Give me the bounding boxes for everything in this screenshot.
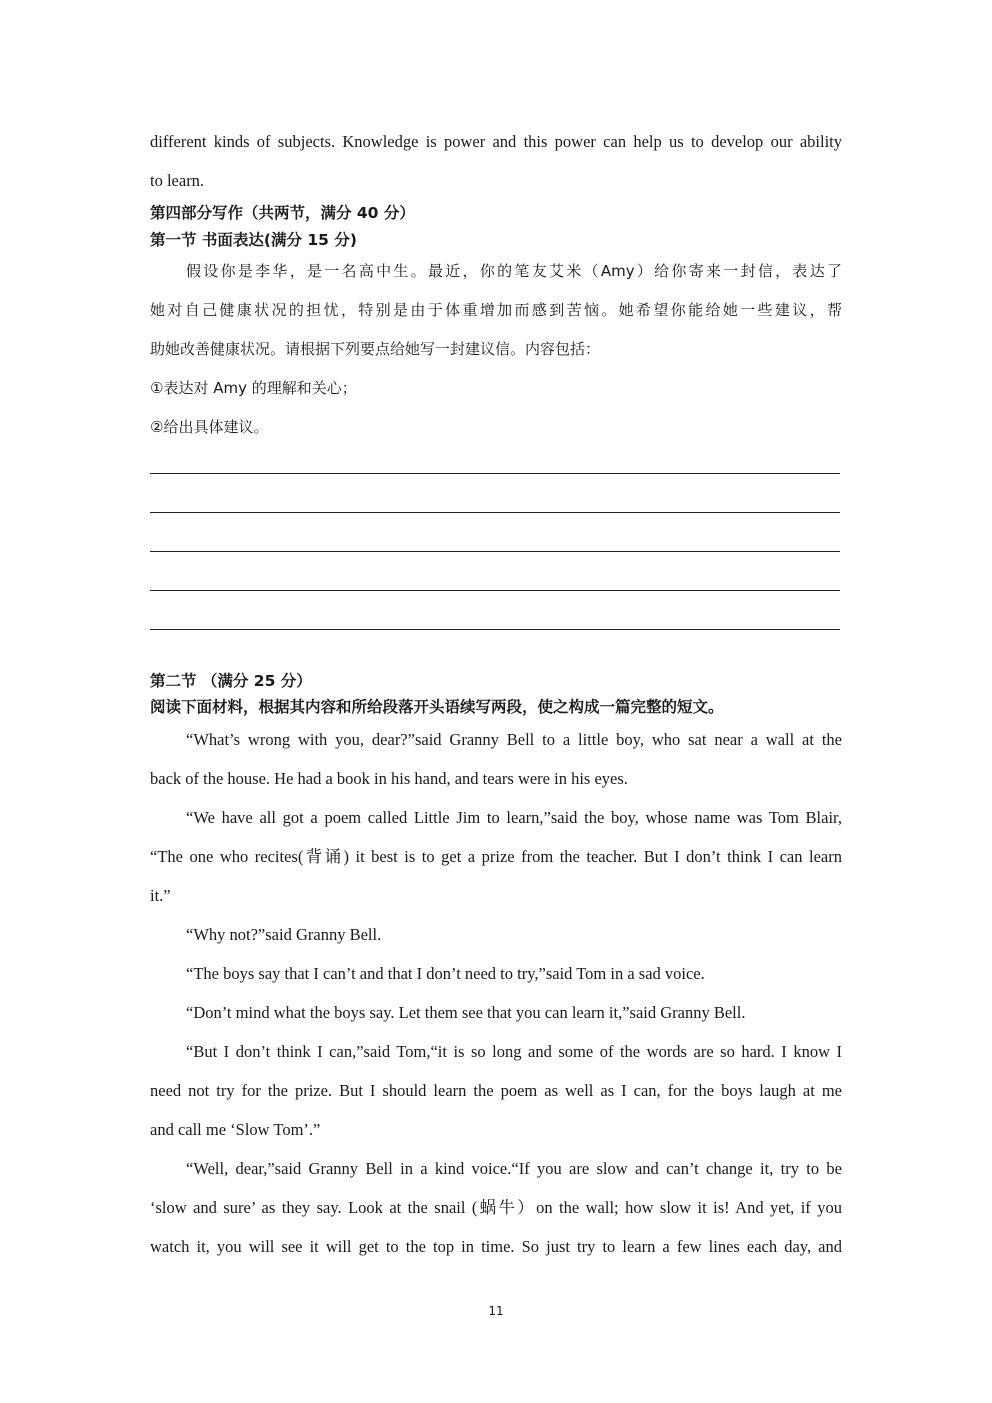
prompt-line-1: 假设你是李华，是一名高中生。最近，你的笔友艾米（Amy）给你寄来一封信，表达了 xyxy=(186,262,842,280)
answer-blank-line[interactable] xyxy=(150,590,840,591)
story-line: need not try for the prize. But I should learn the poem as well as I can, for the boys laugh at me xyxy=(150,1081,842,1100)
prev-passage-line-1: different kinds of subjects. Knowledge is power and this power can help us to develop our ability xyxy=(150,132,842,151)
story-line: “Why not?”said Granny Bell. xyxy=(186,925,382,944)
story-line: ‘slow and sure’ as they say. Look at the snail (蜗牛）on the wall; how slow it is! And yet, if you xyxy=(150,1198,842,1217)
prev-passage-line-2: to learn. xyxy=(150,171,205,190)
answer-blank-line[interactable] xyxy=(150,629,840,630)
story-line: it.” xyxy=(150,886,171,905)
section1-heading: 第一节 书面表达(满分 15 分) xyxy=(150,231,357,249)
story-line: and call me ‘Slow Tom’.” xyxy=(150,1120,321,1139)
prompt-line-2: 她对自己健康状况的担忧，特别是由于体重增加而感到苦恼。她希望你能给她一些建议，帮 xyxy=(150,301,842,319)
story-line: back of the house. He had a book in his hand, and tears were in his eyes. xyxy=(150,769,628,788)
story-line: watch it, you will see it will get to the top in time. So just try to learn a few lines each day, and xyxy=(150,1237,842,1256)
prompt-line-3: 助她改善健康状况。请根据下列要点给她写一封建议信。内容包括： xyxy=(150,340,601,358)
prompt-point-2: ②给出具体建议。 xyxy=(150,418,269,436)
part4-heading: 第四部分写作（共两节，满分 40 分） xyxy=(150,204,415,222)
story-line: “The boys say that I can’t and that I don’t need to try,”said Tom in a sad voice. xyxy=(186,964,705,983)
page-number: 11 xyxy=(488,1304,504,1318)
story-line: “But I don’t think I can,”said Tom,“it is so long and some of the words are so hard. I know I xyxy=(186,1042,842,1061)
prompt-point-1: ①表达对 Amy 的理解和关心； xyxy=(150,379,357,397)
section2-instruction: 阅读下面材料，根据其内容和所给段落开头语续写两段，使之构成一篇完整的短文。 xyxy=(150,698,724,716)
answer-blank-line[interactable] xyxy=(150,512,840,513)
story-line: “The one who recites(背诵) it best is to get a prize from the teacher. But I don’t think I can learn xyxy=(150,847,842,866)
section2-heading: 第二节 （满分 25 分） xyxy=(150,672,312,690)
answer-blank-line[interactable] xyxy=(150,551,840,552)
answer-blank-line[interactable] xyxy=(150,473,840,474)
story-line: “We have all got a poem called Little Jim to learn,”said the boy, whose name was Tom Blair, xyxy=(186,808,842,827)
story-line: “Don’t mind what the boys say. Let them see that you can learn it,”said Granny Bell. xyxy=(186,1003,746,1022)
story-line: “What’s wrong with you, dear?”said Granny Bell to a little boy, who sat near a wall at the xyxy=(186,730,842,749)
story-line: “Well, dear,”said Granny Bell in a kind voice.“If you are slow and can’t change it, try to be xyxy=(186,1159,842,1178)
